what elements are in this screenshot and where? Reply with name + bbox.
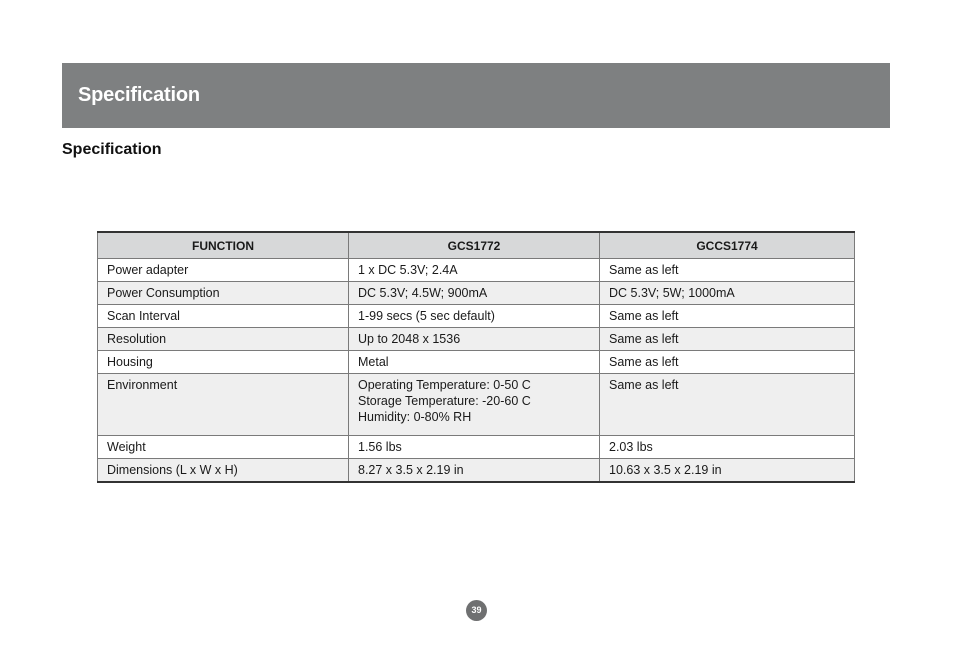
column-header-gcs1772: GCS1772 — [349, 232, 600, 259]
cell-gccs1774: 10.63 x 3.5 x 2.19 in — [600, 459, 855, 483]
page-number-badge: 39 — [466, 600, 487, 621]
cell-gccs1774: Same as left — [600, 351, 855, 374]
cell-gcs1772 — [349, 374, 600, 436]
cell-gcs1772: Up to 2048 x 1536 — [349, 328, 600, 351]
table-row — [98, 351, 855, 374]
environment-line: Storage Temperature: -20-60 C — [358, 394, 531, 408]
cell-function: Weight — [98, 436, 349, 459]
cell-gcs1772: 1 x DC 5.3V; 2.4A — [349, 259, 600, 282]
page-title: Specification — [78, 84, 200, 106]
table-row — [98, 459, 855, 483]
cell-function: Housing — [98, 351, 349, 374]
cell-gccs1774: Same as left — [600, 259, 855, 282]
cell-gcs1772: Metal — [349, 351, 600, 374]
cell-function: Power Consumption — [98, 282, 349, 305]
cell-gccs1774: Same as left — [600, 328, 855, 351]
cell-function: Dimensions (L x W x H) — [98, 459, 349, 483]
section-title: Specification — [62, 141, 162, 158]
cell-function: Power adapter — [98, 259, 349, 282]
cell-function: Scan Interval — [98, 305, 349, 328]
cell-gcs1772: DC 5.3V; 4.5W; 900mA — [349, 282, 600, 305]
table-row — [98, 436, 855, 459]
table-header-row — [98, 232, 855, 259]
cell-gccs1774: 2.03 lbs — [600, 436, 855, 459]
cell-gccs1774: Same as left — [600, 305, 855, 328]
column-header-function: FUNCTION — [98, 232, 349, 259]
cell-gcs1772: 1-99 secs (5 sec default) — [349, 305, 600, 328]
column-header-gccs1774: GCCS1774 — [600, 232, 855, 259]
cell-function: Resolution — [98, 328, 349, 351]
table-row — [98, 259, 855, 282]
cell-gccs1774: DC 5.3V; 5W; 1000mA — [600, 282, 855, 305]
cell-gccs1774: Same as left — [600, 374, 855, 436]
cell-gcs1772: 8.27 x 3.5 x 2.19 in — [349, 459, 600, 483]
specification-table — [97, 231, 855, 483]
table-row — [98, 374, 855, 436]
cell-gcs1772: 1.56 lbs — [349, 436, 600, 459]
table-row — [98, 282, 855, 305]
environment-line: Operating Temperature: 0-50 C — [358, 378, 531, 392]
cell-function: Environment — [98, 374, 349, 436]
header-banner — [62, 63, 890, 128]
table-row — [98, 305, 855, 328]
environment-line: Humidity: 0-80% RH — [358, 410, 472, 424]
table-row — [98, 328, 855, 351]
